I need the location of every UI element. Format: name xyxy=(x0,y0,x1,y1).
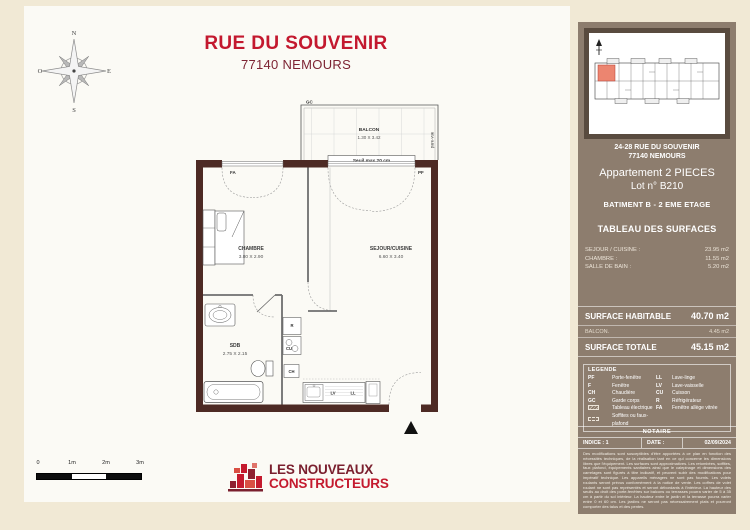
legend-text: Lave-vaisselle xyxy=(672,382,704,389)
fridge-label: R xyxy=(290,323,294,328)
scale-tick-1m: 1m xyxy=(68,460,76,466)
balcony xyxy=(301,100,438,161)
surface-habitable-label: SURFACE HABITABLE xyxy=(585,311,672,321)
legend-abbr: CU xyxy=(656,390,664,396)
compass-north-label: N xyxy=(71,30,77,37)
legend-text: Porte-fenêtre xyxy=(612,375,642,381)
boiler-label: CH xyxy=(288,369,295,374)
address-line1: 24-28 RUE DU SOUVENIR xyxy=(614,144,700,151)
washer-label: LL xyxy=(350,390,356,396)
fa-label: FA xyxy=(230,170,236,175)
highlighted-unit xyxy=(598,65,615,81)
legend-title: LEGENDE xyxy=(588,367,617,373)
surface-row xyxy=(585,255,729,264)
balcon-value: 4.45 m2 xyxy=(709,328,729,335)
scale-bar-segments xyxy=(36,473,142,480)
legend-text: Lave-linge xyxy=(672,375,696,381)
building-key-plan xyxy=(584,28,730,139)
north-arrow-icon xyxy=(596,39,602,55)
legend-abbr: LL xyxy=(656,375,663,381)
sdb-label: SDB xyxy=(229,343,241,349)
legend-text: Garde corps xyxy=(612,397,640,404)
indice-value: INDICE : 1 xyxy=(578,438,642,448)
balcony-dims: 1.30 X 3.42 xyxy=(357,135,381,140)
legend-text: Chaudière xyxy=(612,390,636,396)
surface-row xyxy=(585,263,729,272)
legend-text: Tableau électrique xyxy=(612,405,653,412)
logo-line2: CONSTRUCTEURS xyxy=(269,476,389,492)
outer-walls xyxy=(196,160,438,412)
legend-abbr: R xyxy=(656,397,660,404)
legend-box xyxy=(583,364,731,432)
legend-row xyxy=(588,398,726,406)
legend-abbr: LV xyxy=(656,382,663,389)
surface-habitable-row xyxy=(578,307,736,325)
electrical-panel-icon xyxy=(588,405,599,410)
surface-label: SEJOUR / CUISINE : xyxy=(585,247,641,253)
scale-tick-2m: 2m xyxy=(102,460,110,466)
legend-row xyxy=(588,375,726,383)
balcon-label: BALCON. xyxy=(585,328,610,335)
legend-text: Cuisson xyxy=(672,390,691,396)
surface-totale-row xyxy=(578,338,736,356)
brand-logo xyxy=(228,461,389,492)
sejour-dims: 6.60 X 3.40 xyxy=(378,255,404,260)
surface-value: 11.55 m2 xyxy=(705,255,729,262)
legend-abbr: PF xyxy=(588,375,595,381)
balcony-label: BALCON xyxy=(358,128,380,133)
sejour-label: SEJOUR/CUISINE xyxy=(369,246,413,252)
surface-totale-value: 45.15 m2 xyxy=(690,342,729,352)
balcon-row xyxy=(578,325,736,338)
sdb-door-leaf xyxy=(257,295,275,312)
logo-skyline-icon xyxy=(228,461,264,492)
key-plan-drawing xyxy=(589,33,725,134)
info-sidebar xyxy=(578,22,736,514)
legend-text: Fenêtre xyxy=(612,382,630,389)
garde-corps-label: GC xyxy=(306,99,313,105)
legend-text: Fenêtre allège vitrée xyxy=(672,405,718,412)
sdb-dims: 2.75 X 2.15 xyxy=(222,352,248,357)
building-floor: BATIMENT B - 2 EME ETAGE xyxy=(603,200,711,209)
kitchen-counter xyxy=(303,382,380,404)
notaire-section xyxy=(578,426,736,513)
surfaces-table xyxy=(585,246,729,272)
surface-value: 5.20 m2 xyxy=(708,264,729,271)
floor-plan xyxy=(185,90,455,442)
cooktop-label: CU xyxy=(285,346,293,351)
balcony-tiles xyxy=(304,108,435,160)
surface-totale-label: SURFACE TOTALE xyxy=(585,342,657,352)
compass-west-label: O xyxy=(37,68,43,75)
compass-east-label: E xyxy=(107,68,111,75)
page-subtitle: 77140 NEMOURS xyxy=(240,57,352,72)
indice-date-row xyxy=(578,438,736,449)
legend-row xyxy=(588,405,726,413)
legend-abbr: FA xyxy=(656,405,663,412)
page-title: RUE DU SOUVENIR xyxy=(204,33,388,54)
dishwasher-label: LV xyxy=(330,390,336,396)
surface-summary xyxy=(578,306,736,357)
entrance-triangle-marker xyxy=(404,421,418,434)
surface-row xyxy=(585,246,729,255)
scale-bar xyxy=(36,460,146,486)
legend-row xyxy=(588,390,726,398)
sidebar-address xyxy=(578,143,736,162)
surface-value: 23.95 m2 xyxy=(704,247,729,253)
chambre-label: CHAMBRE xyxy=(238,246,264,252)
surface-habitable-value: 40.70 m2 xyxy=(690,311,729,321)
surface-label: CHAMBRE : xyxy=(585,255,618,262)
date-label: DATE : xyxy=(642,438,683,448)
address-line2: 77140 NEMOURS xyxy=(628,153,686,161)
legend-abbr: GC xyxy=(588,397,596,404)
scale-tick-3m: 3m xyxy=(136,460,144,466)
chambre-dims: 3.80 X 2.90 xyxy=(238,255,264,260)
legend-row xyxy=(588,383,726,391)
legend-abbr: F xyxy=(588,382,592,389)
apartment-block xyxy=(578,167,736,193)
scale-tick-0: 0 xyxy=(36,460,40,466)
compass-south-label: S xyxy=(72,107,76,114)
pare-vue-label: pare-vue xyxy=(429,131,435,149)
logo-text xyxy=(269,463,389,491)
date-value: 02/09/2024 xyxy=(704,440,731,446)
compass-rose xyxy=(36,26,114,114)
surface-label: SALLE DE BAIN : xyxy=(585,264,632,271)
bathroom-sink xyxy=(205,304,235,326)
soffit-icon xyxy=(588,417,599,422)
legend-text: Soffites ou faux-plafond xyxy=(612,413,649,427)
apartment-type: Appartement 2 PIECES xyxy=(599,167,715,179)
legend-abbr: CH xyxy=(588,390,596,396)
compass-center xyxy=(72,69,75,72)
legend-text: Réfrigérateur xyxy=(672,397,702,404)
bathtub xyxy=(204,382,263,403)
logo-line1: LES NOUVEAUX xyxy=(269,462,374,477)
title-block xyxy=(141,33,451,72)
disclaimer-text: Des modifications sont susceptibles d'être apportées à ce plan en fonction des nécessités techniques, de la réalisation tant en ce qui concerne les dimensions libres que l'équipement. Les surfaces sont approximatives. Les retombées, soffites, faux plafond, équipements sanitaires ainsi que le calepinage et dimensions des carrelages sont figurés à titre indicatif, et peuvent subir des modifications pour impératif technique. Les appareils ménagers ne sont pas fournis. Les volets roulants seront prévus conformément à la notice de vente. Les coffres de volet roulant ne sont pas représentés et seront débordants à l'intérieur. La hauteur des seuils au droit des porte-fenêtres sur balcons ou terrasses pourra varier de 5 à 35 cm à partir du sol intérieur. La hauteur entre le jardin et la terrasse pourra varier entre 0 et 60 cm. Les jardins ne seront pas nécessairement plats et pourront comporter des talus et des pentes. xyxy=(583,451,731,509)
lot-number: Lot n° B210 xyxy=(630,181,684,193)
surfaces-table-title: TABLEAU DES SURFACES xyxy=(597,224,717,234)
legend-abbr xyxy=(588,417,612,425)
legend-abbr xyxy=(588,405,612,413)
pf-label: PF xyxy=(418,170,424,175)
toilet xyxy=(251,361,273,377)
notaire-title: NOTAIRE xyxy=(578,426,736,438)
